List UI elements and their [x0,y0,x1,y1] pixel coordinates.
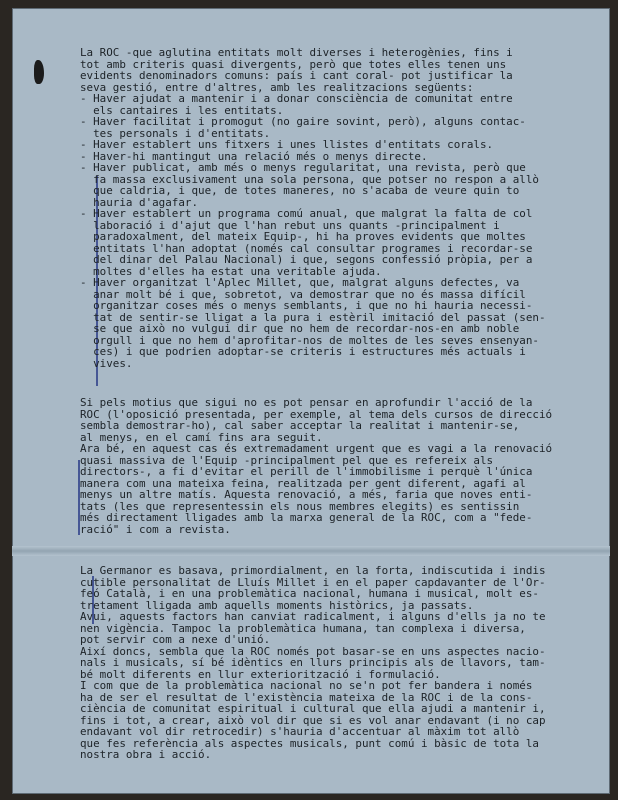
typed-line: ha de ser el resultat de l'existència mateixa de la ROC i de la cons- [80,690,533,704]
typed-line: els cantaires i les entitats. [80,103,284,117]
ink-blot [34,60,44,84]
typed-line: La Germanor es basava, primordialment, en la forta, indiscutida i indis [80,564,546,577]
typed-line: I com que de la problemàtica nacional no se'n pot fer bandera i només [80,679,533,692]
typed-line: tot amb criteris quasi divergents, però que totes elles tenen uns [80,57,507,71]
typed-line: - Haver establert uns fitxers i unes llistes d'entitats corals. [80,138,494,151]
typed-line: laboració i d'ajut que l'han rebut uns quants -principalment i [80,218,500,232]
typed-line: tat de sentir-se lligat a la pura i estèril imitació del passat (sen- [80,310,546,324]
paper-fold-crease [12,546,610,556]
typed-line: Així doncs, sembla que la ROC només pot basar-se en uns aspectes nacio- [80,644,546,658]
typed-line: - Haver organitzat l'Aplec Millet, que, malgrat alguns defectes, va [80,276,520,289]
typed-line: més directament lligades amb la marxa general de la ROC, com a "fede- [80,511,533,524]
typed-line: tes personals i d'entitats. [80,126,271,140]
typed-line: paradoxalment, del mateix Equip-, hi ha proves evidents que moltes [80,230,526,243]
typed-line: feó Català, i en una problemàtica nacional, humana i musical, molt es- [80,587,539,600]
typed-line: - Haver ajudat a mantenir i a donar consciència de comunitat entre [80,92,513,105]
typed-line: - Haver establert un programa comú anual, que malgrat la falta de col [80,207,533,220]
section-3-text [80,565,610,761]
typed-line: orgull i que no hem d'aprofitar-nos de moltes de les seves ensenyan- [80,333,539,347]
typed-line: seva gestió, entre d'altres, amb les realitzacions següents: [80,80,474,94]
typed-line: evidents denominadors comuns: país i cant coral- pot justificar la [80,69,513,82]
typed-line: ces) i que podrien adoptar-se criteris i estructures més actuals i [80,345,526,358]
typed-line: directors-, a fi d'evitar el perill de l'immobilisme i perquè l'única [80,465,533,478]
section-1-text [80,47,610,369]
typed-line: menys un altre matís. Aquesta renovació, a més, faria que noves enti- [80,488,533,501]
typed-line: - Haver publicat, amb més o menys regularitat, una revista, però que [80,161,526,174]
typed-line: - Haver-hi mantingut una relació més o menys directe. [80,149,428,163]
typed-line: sembla demostrar-ho), cal saber acceptar la realitat i mantenir-se, [80,419,520,432]
typed-line: moltes d'elles ha estat una veritable ajuda. [80,264,382,278]
typed-line: - Haver facilitat i promogut (no gaire sovint, però), alguns contac- [80,115,526,128]
typed-line: se que això no vulgui dir que no hem de recordar-nos-en amb noble [80,322,520,335]
typed-line: del dinar del Palau Nacional) i que, segons confessió pròpia, per a [80,253,533,266]
typed-line: Avui, aquests factors han canviat radicalment, i alguns d'ells ja no te [80,610,546,623]
typed-line: anar molt bé i que, sobretot, va demostrar que no és massa difícil [80,287,526,301]
typed-line: tretament lligada amb aquells moments històrics, ja passats. [80,598,474,612]
typed-line: pot servir com a nexe d'unió. [80,633,271,646]
typed-line: fa massa exclusivament una sola persona, que potser no respon a allò [80,172,539,186]
typed-line: organitzar coses més o menys semblants, i que no hi hauria necessi- [80,299,533,312]
typed-line: cutible personalitat de Lluís Millet i en el paper capdavanter de l'Or- [80,575,546,589]
typed-line: ciència de comunitat espiritual i cultural que ella ajudi a mantenir i, [80,702,546,715]
typed-line: entitats l'han adoptat (només cal consultar programes i recordar-se [80,241,533,255]
typed-line: bé molt diferents en llur exteriorització i formulació. [80,667,441,681]
typed-line: manera com una mateixa feina, realitzada per gent diferent, agafi al [80,476,526,490]
typed-line: al menys, en el camí fins ara seguit. [80,430,323,444]
section-2-text [80,397,610,535]
typed-line: nostra obra i acció. [80,748,212,761]
typed-line: ROC (l'oposició presentada, per exemple, al tema dels cursos de direcció [80,407,553,421]
typed-line: fins i tot, a crear, això vol dir que si es vol anar endavant (i no cap [80,713,546,727]
typed-line: tats (les que representessin els nous membres elegits) es sentissin [80,499,520,513]
typed-line: que caldria, i que, de totes maneres, no s'acaba de veure quin to [80,184,520,197]
typed-line: nen vigència. Tampoc la problemàtica humana, tan complexa i diversa, [80,621,526,635]
typed-line: Si pels motius que sigui no es pot pensar en aprofundir l'acció de la [80,396,533,409]
typed-line: endavant vol dir retrocedir) s'hauria d'accentuar al màxim tot allò [80,725,520,738]
typed-line: vives. [80,356,133,370]
typed-line: quasi massiva de l'Equip -principalment pel que es refereix als [80,453,494,467]
typed-line: ració" i com a revista. [80,522,231,536]
typed-line: hauria d'agafar. [80,195,199,209]
typed-line: nals i musicals, sí bé idèntics en llurs principis als de llavors, tam- [80,656,546,669]
typed-line: que fes referència als aspectes musicals, punt comú i bàsic de tota la [80,736,539,750]
typed-line: Ara bé, en aquest cas és extremadament urgent que es vagi a la renovació [80,442,553,455]
typed-line: La ROC -que aglutina entitats molt diverses i heterogènies, fins i [80,46,513,59]
